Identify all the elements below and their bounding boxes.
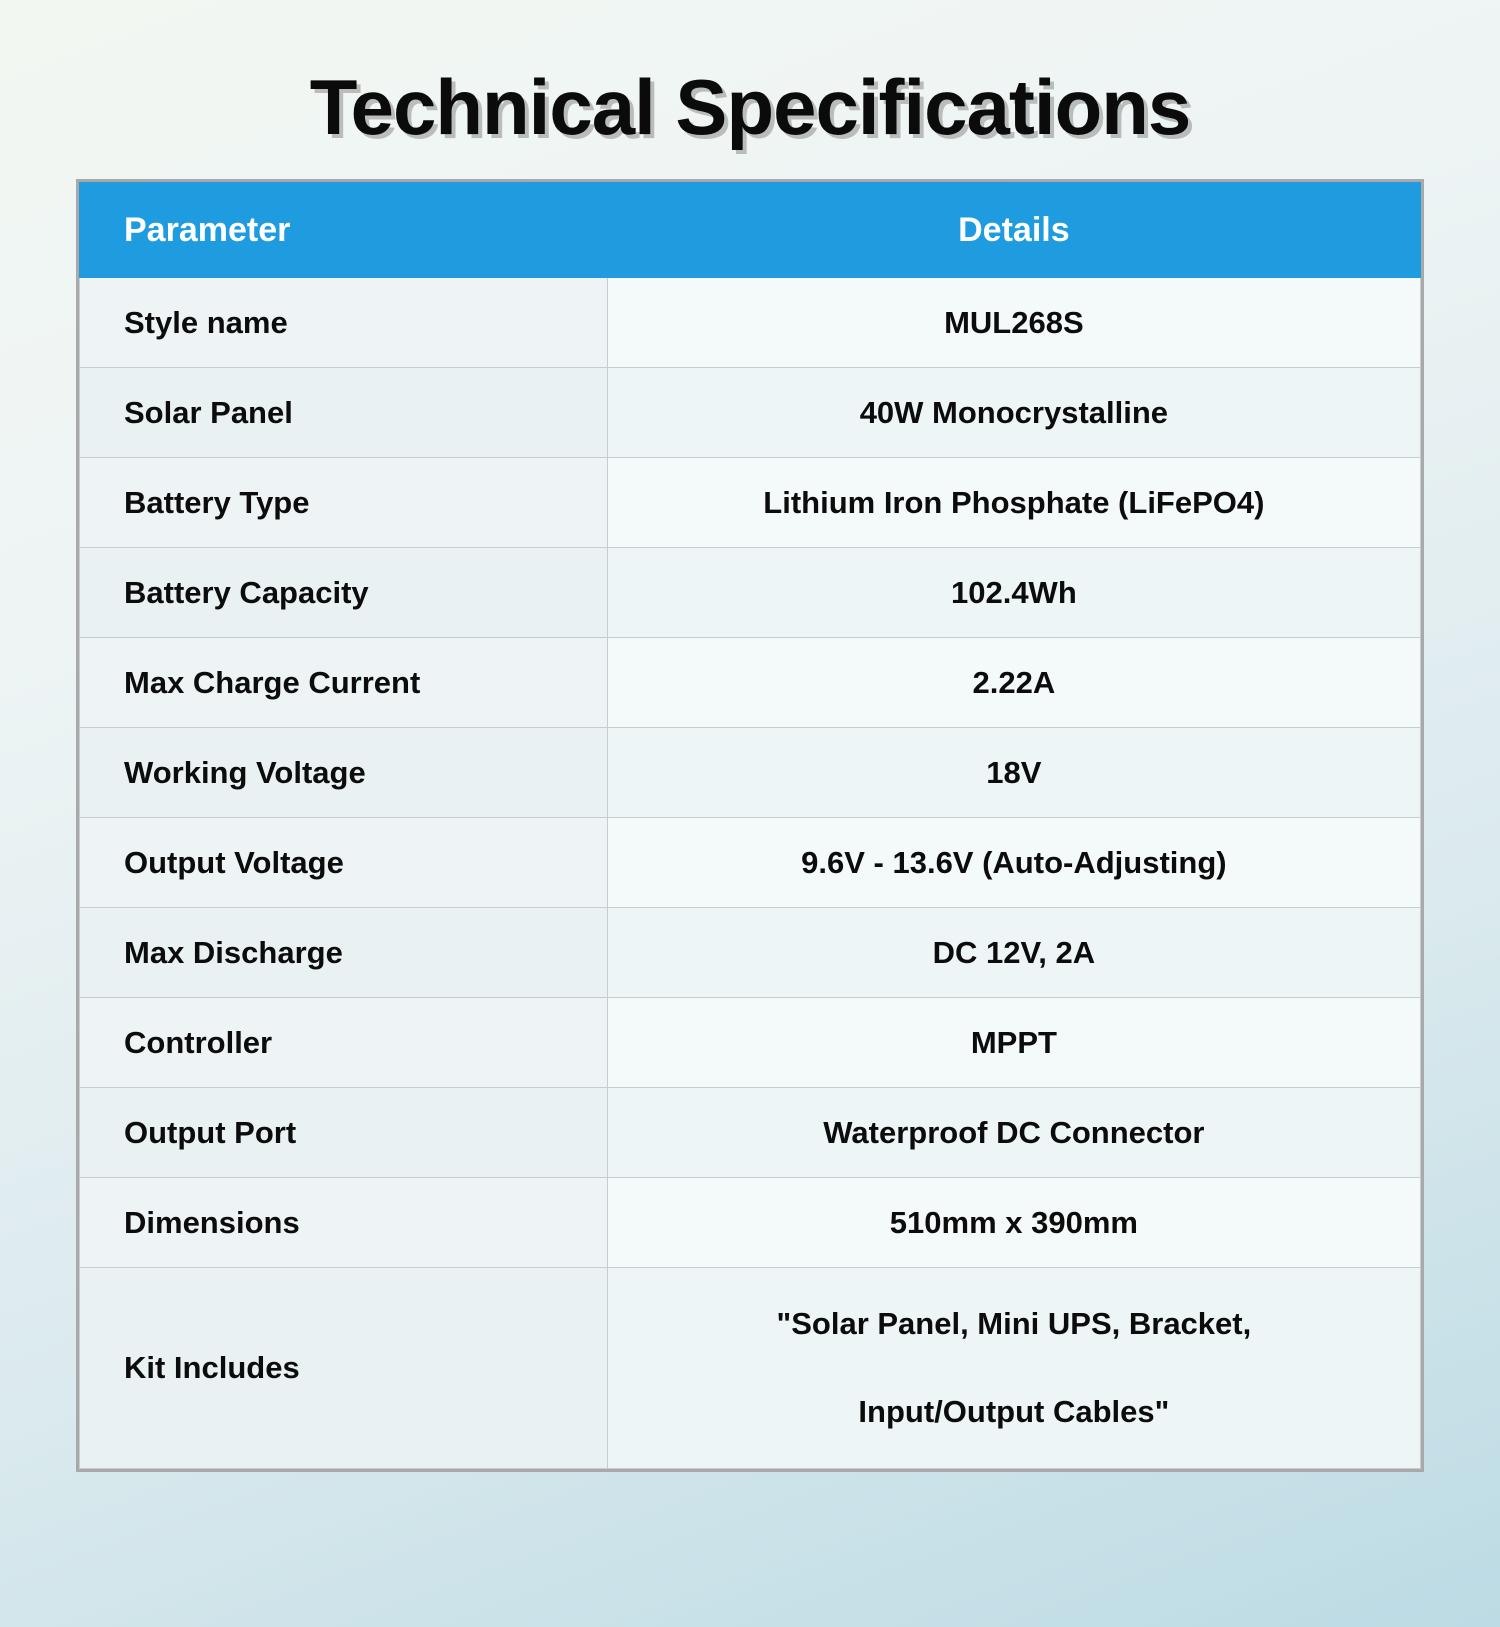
row-details: 510mm x 390mm [607, 1178, 1420, 1268]
table-row [80, 458, 1421, 548]
specifications-table [79, 182, 1421, 1469]
row-parameter: Working Voltage [80, 728, 608, 818]
row-details: 2.22A [607, 638, 1420, 728]
table-row [80, 818, 1421, 908]
row-parameter: Output Port [80, 1088, 608, 1178]
row-parameter: Max Charge Current [80, 638, 608, 728]
row-details: 18V [607, 728, 1420, 818]
row-details: MPPT [607, 998, 1420, 1088]
row-parameter: Dimensions [80, 1178, 608, 1268]
row-details [607, 1268, 1420, 1469]
row-details: Waterproof DC Connector [607, 1088, 1420, 1178]
row-details: 9.6V - 13.6V (Auto-Adjusting) [607, 818, 1420, 908]
table-row [80, 548, 1421, 638]
row-details: 102.4Wh [607, 548, 1420, 638]
column-header-details: Details [607, 183, 1420, 278]
table-body [80, 278, 1421, 1469]
page-title: Technical Specifications [309, 63, 1191, 151]
table-row [80, 1178, 1421, 1268]
table-row [80, 998, 1421, 1088]
row-parameter: Controller [80, 998, 608, 1088]
row-parameter: Solar Panel [80, 368, 608, 458]
specs-table-container [76, 179, 1424, 1472]
row-details: MUL268S [607, 278, 1420, 368]
table-header [80, 183, 1421, 278]
table-row [80, 1268, 1421, 1469]
row-parameter: Max Discharge [80, 908, 608, 998]
row-details: DC 12V, 2A [607, 908, 1420, 998]
row-details-line-1: "Solar Panel, Mini UPS, Bracket, [776, 1306, 1252, 1341]
row-details: Lithium Iron Phosphate (LiFePO4) [607, 458, 1420, 548]
row-details: 40W Monocrystalline [607, 368, 1420, 458]
table-row [80, 368, 1421, 458]
table-row [80, 1088, 1421, 1178]
row-parameter: Style name [80, 278, 608, 368]
column-header-parameter: Parameter [80, 183, 608, 278]
table-row [80, 728, 1421, 818]
row-details-line-2: Input/Output Cables" [858, 1394, 1170, 1429]
table-row [80, 638, 1421, 728]
row-parameter: Output Voltage [80, 818, 608, 908]
table-row [80, 908, 1421, 998]
row-parameter: Battery Capacity [80, 548, 608, 638]
row-parameter: Kit Includes [80, 1268, 608, 1469]
row-parameter: Battery Type [80, 458, 608, 548]
table-header-row [80, 183, 1421, 278]
table-row [80, 278, 1421, 368]
